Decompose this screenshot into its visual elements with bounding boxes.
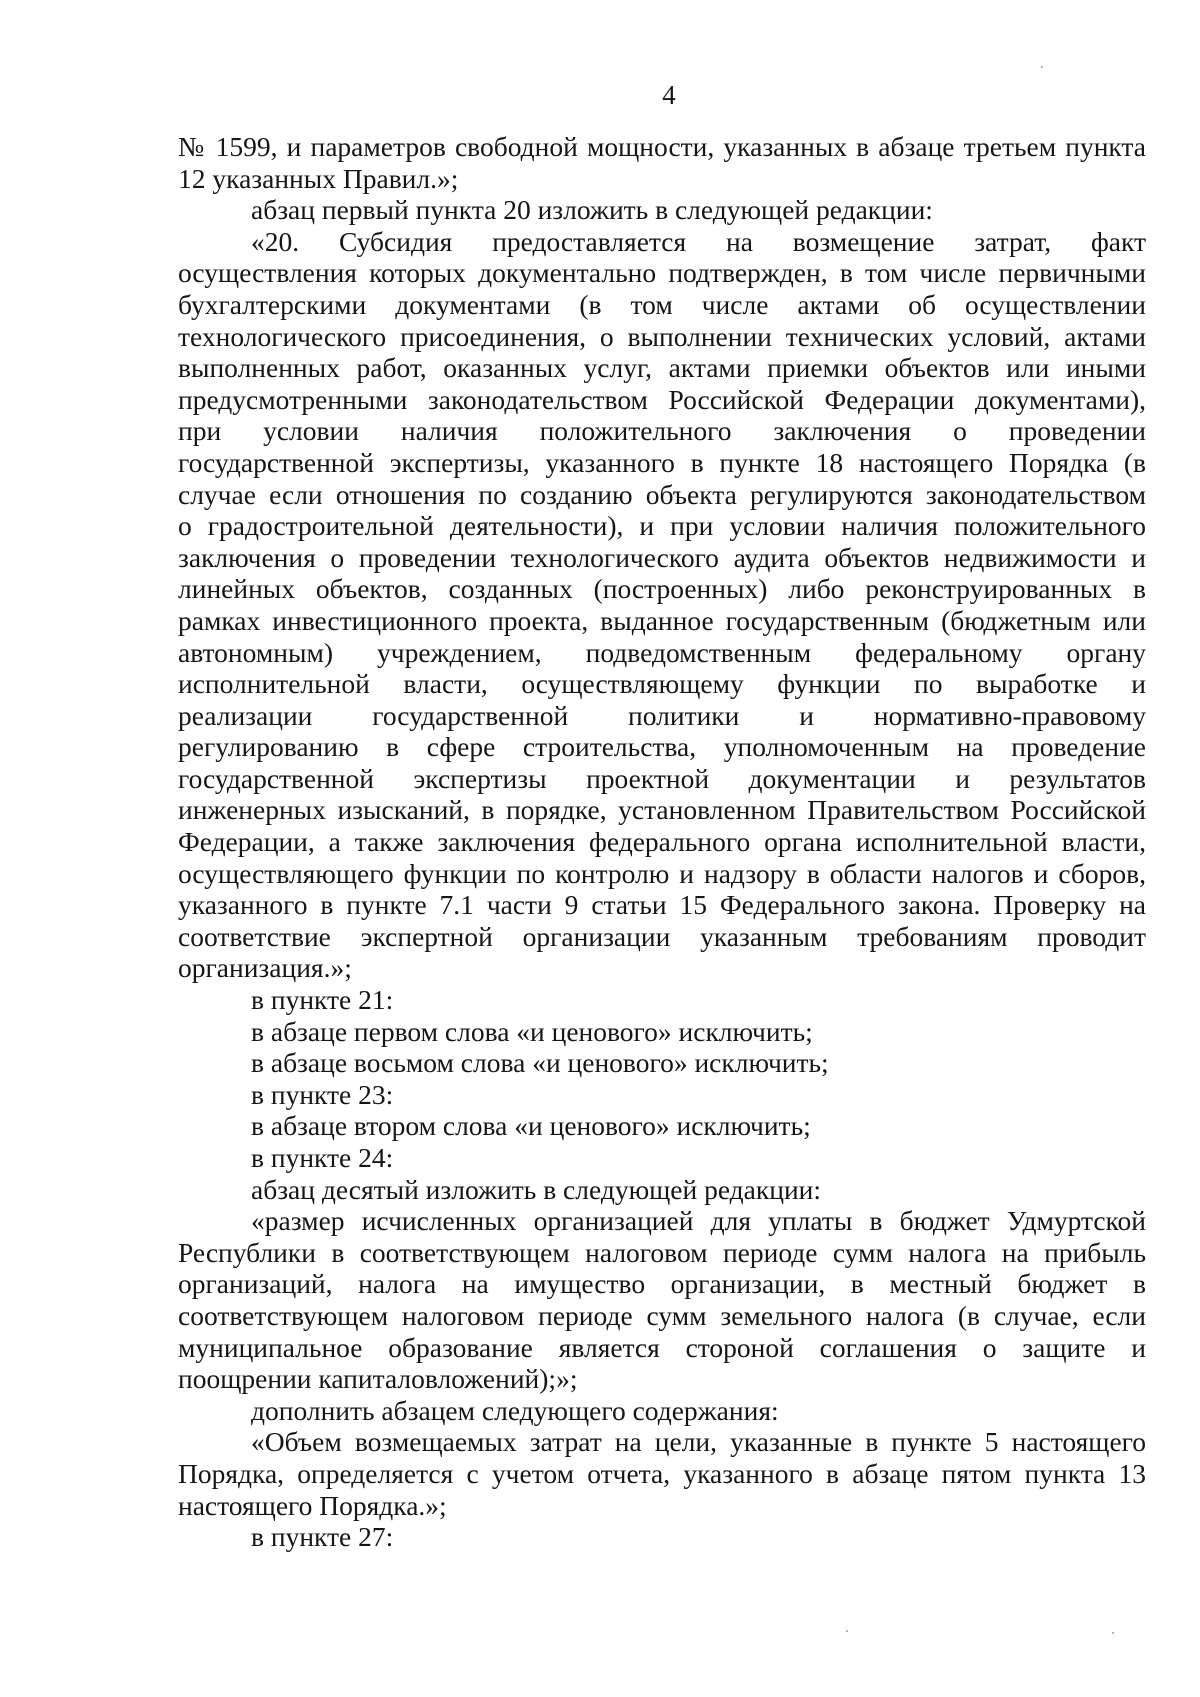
- text-line: в пункте 23:: [251, 1078, 394, 1110]
- text-line: в пункте 27:: [251, 1521, 394, 1553]
- scan-speck: [846, 1630, 848, 1632]
- text-line: рамках инвестиционного проекта, выданное государственным (бюджетным или: [178, 604, 1146, 636]
- text-line: исполнительной власти, осуществляющему функции по выработке и: [178, 668, 1146, 700]
- text-line: государственной экспертизы проектной документации и результатов: [178, 762, 1146, 794]
- text-line: линейных объектов, созданных (построенных) либо реконструированных в: [178, 573, 1146, 605]
- text-line: заключения о проведении технологического аудита объектов недвижимости и: [178, 541, 1146, 573]
- text-line: настоящего Порядка.»;: [178, 1489, 447, 1521]
- text-line: предусмотренными законодательством Российской Федерации документами),: [178, 383, 1146, 415]
- text-line: организация.»;: [178, 952, 352, 984]
- text-line: в абзаце первом слова «и ценового» исключить;: [251, 1015, 813, 1047]
- text-line: государственной экспертизы, указанного в пункте 18 настоящего Порядка (в: [178, 446, 1146, 478]
- text-line: в пункте 24:: [251, 1142, 394, 1173]
- text-line: осуществляющего функции по контролю и надзору в области налогов и сборов,: [178, 857, 1146, 889]
- text-line: бухгалтерскими документами (в том числе актами об осуществлении: [178, 288, 1146, 320]
- text-line: в абзаце втором слова «и ценового» исключить;: [251, 1110, 811, 1142]
- text-line: Федерации, а также заключения федерального органа исполнительной власти,: [178, 826, 1146, 858]
- text-line: № 1599, и параметров свободной мощности, указанных в абзаце третьем пункта: [178, 131, 1146, 162]
- text-line: Порядка, определяется с учетом отчета, указанного в абзаце пятом пункта 13: [178, 1457, 1146, 1489]
- text-line: в абзаце восьмом слова «и ценового» исключить;: [251, 1047, 829, 1079]
- text-line: выполненных работ, оказанных услуг, актами приемки объектов или иными: [178, 352, 1146, 384]
- text-line: автономным) учреждением, подведомственным федеральному органу: [178, 636, 1146, 668]
- text-line: инженерных изысканий, в порядке, установленном Правительством Российской: [178, 794, 1146, 826]
- text-line: реализации государственной политики и нормативно-правовому: [178, 699, 1146, 731]
- text-line: организаций, налога на имущество организации, в местный бюджет в: [178, 1268, 1146, 1300]
- text-line: о градостроительной деятельности), и при условии наличия положительного: [178, 510, 1146, 542]
- text-line: поощрении капиталовложений);»;: [178, 1363, 578, 1395]
- text-line: указанного в пункте 7.1 части 9 статьи 15 Федерального закона. Проверку на: [178, 889, 1146, 921]
- text-line: «Объем возмещаемых затрат на цели, указанные в пункте 5 настоящего: [251, 1426, 1146, 1458]
- document-body: [178, 131, 1146, 1553]
- scan-speck: [1112, 1632, 1114, 1634]
- text-line: дополнить абзацем следующего содержания:: [251, 1394, 779, 1426]
- text-line: абзац десятый изложить в следующей редакции:: [251, 1173, 822, 1205]
- text-line: случае если отношения по созданию объекта регулируются законодательством: [178, 478, 1146, 510]
- text-line: в пункте 21:: [251, 984, 394, 1016]
- text-line: технологического присоединения, о выполнении технических условий, актами: [178, 320, 1146, 352]
- text-line: соответствующем налоговом периоде сумм земельного налога (в случае, если: [178, 1299, 1146, 1331]
- text-line: соответствие экспертной организации указанным требованиям проводит: [178, 920, 1146, 952]
- text-line: абзац первый пункта 20 изложить в следующей редакции:: [251, 194, 933, 226]
- text-line: 12 указанных Правил.»;: [178, 162, 459, 194]
- text-line: «размер исчисленных организацией для уплаты в бюджет Удмуртской: [251, 1205, 1146, 1237]
- text-line: «20. Субсидия предоставляется на возмещение затрат, факт: [251, 225, 1146, 257]
- text-line: осуществления которых документально подтвержден, в том числе первичными: [178, 257, 1146, 289]
- text-line: Республики в соответствующем налоговом периоде сумм налога на прибыль: [178, 1236, 1146, 1268]
- scan-speck: [1041, 66, 1043, 68]
- text-line: регулированию в сфере строительства, уполномоченным на проведение: [178, 731, 1146, 763]
- text-line: муниципальное образование является стороной соглашения о защите и: [178, 1331, 1146, 1363]
- page-number: 4: [662, 80, 676, 110]
- text-line: при условии наличия положительного заключения о проведении: [178, 415, 1146, 447]
